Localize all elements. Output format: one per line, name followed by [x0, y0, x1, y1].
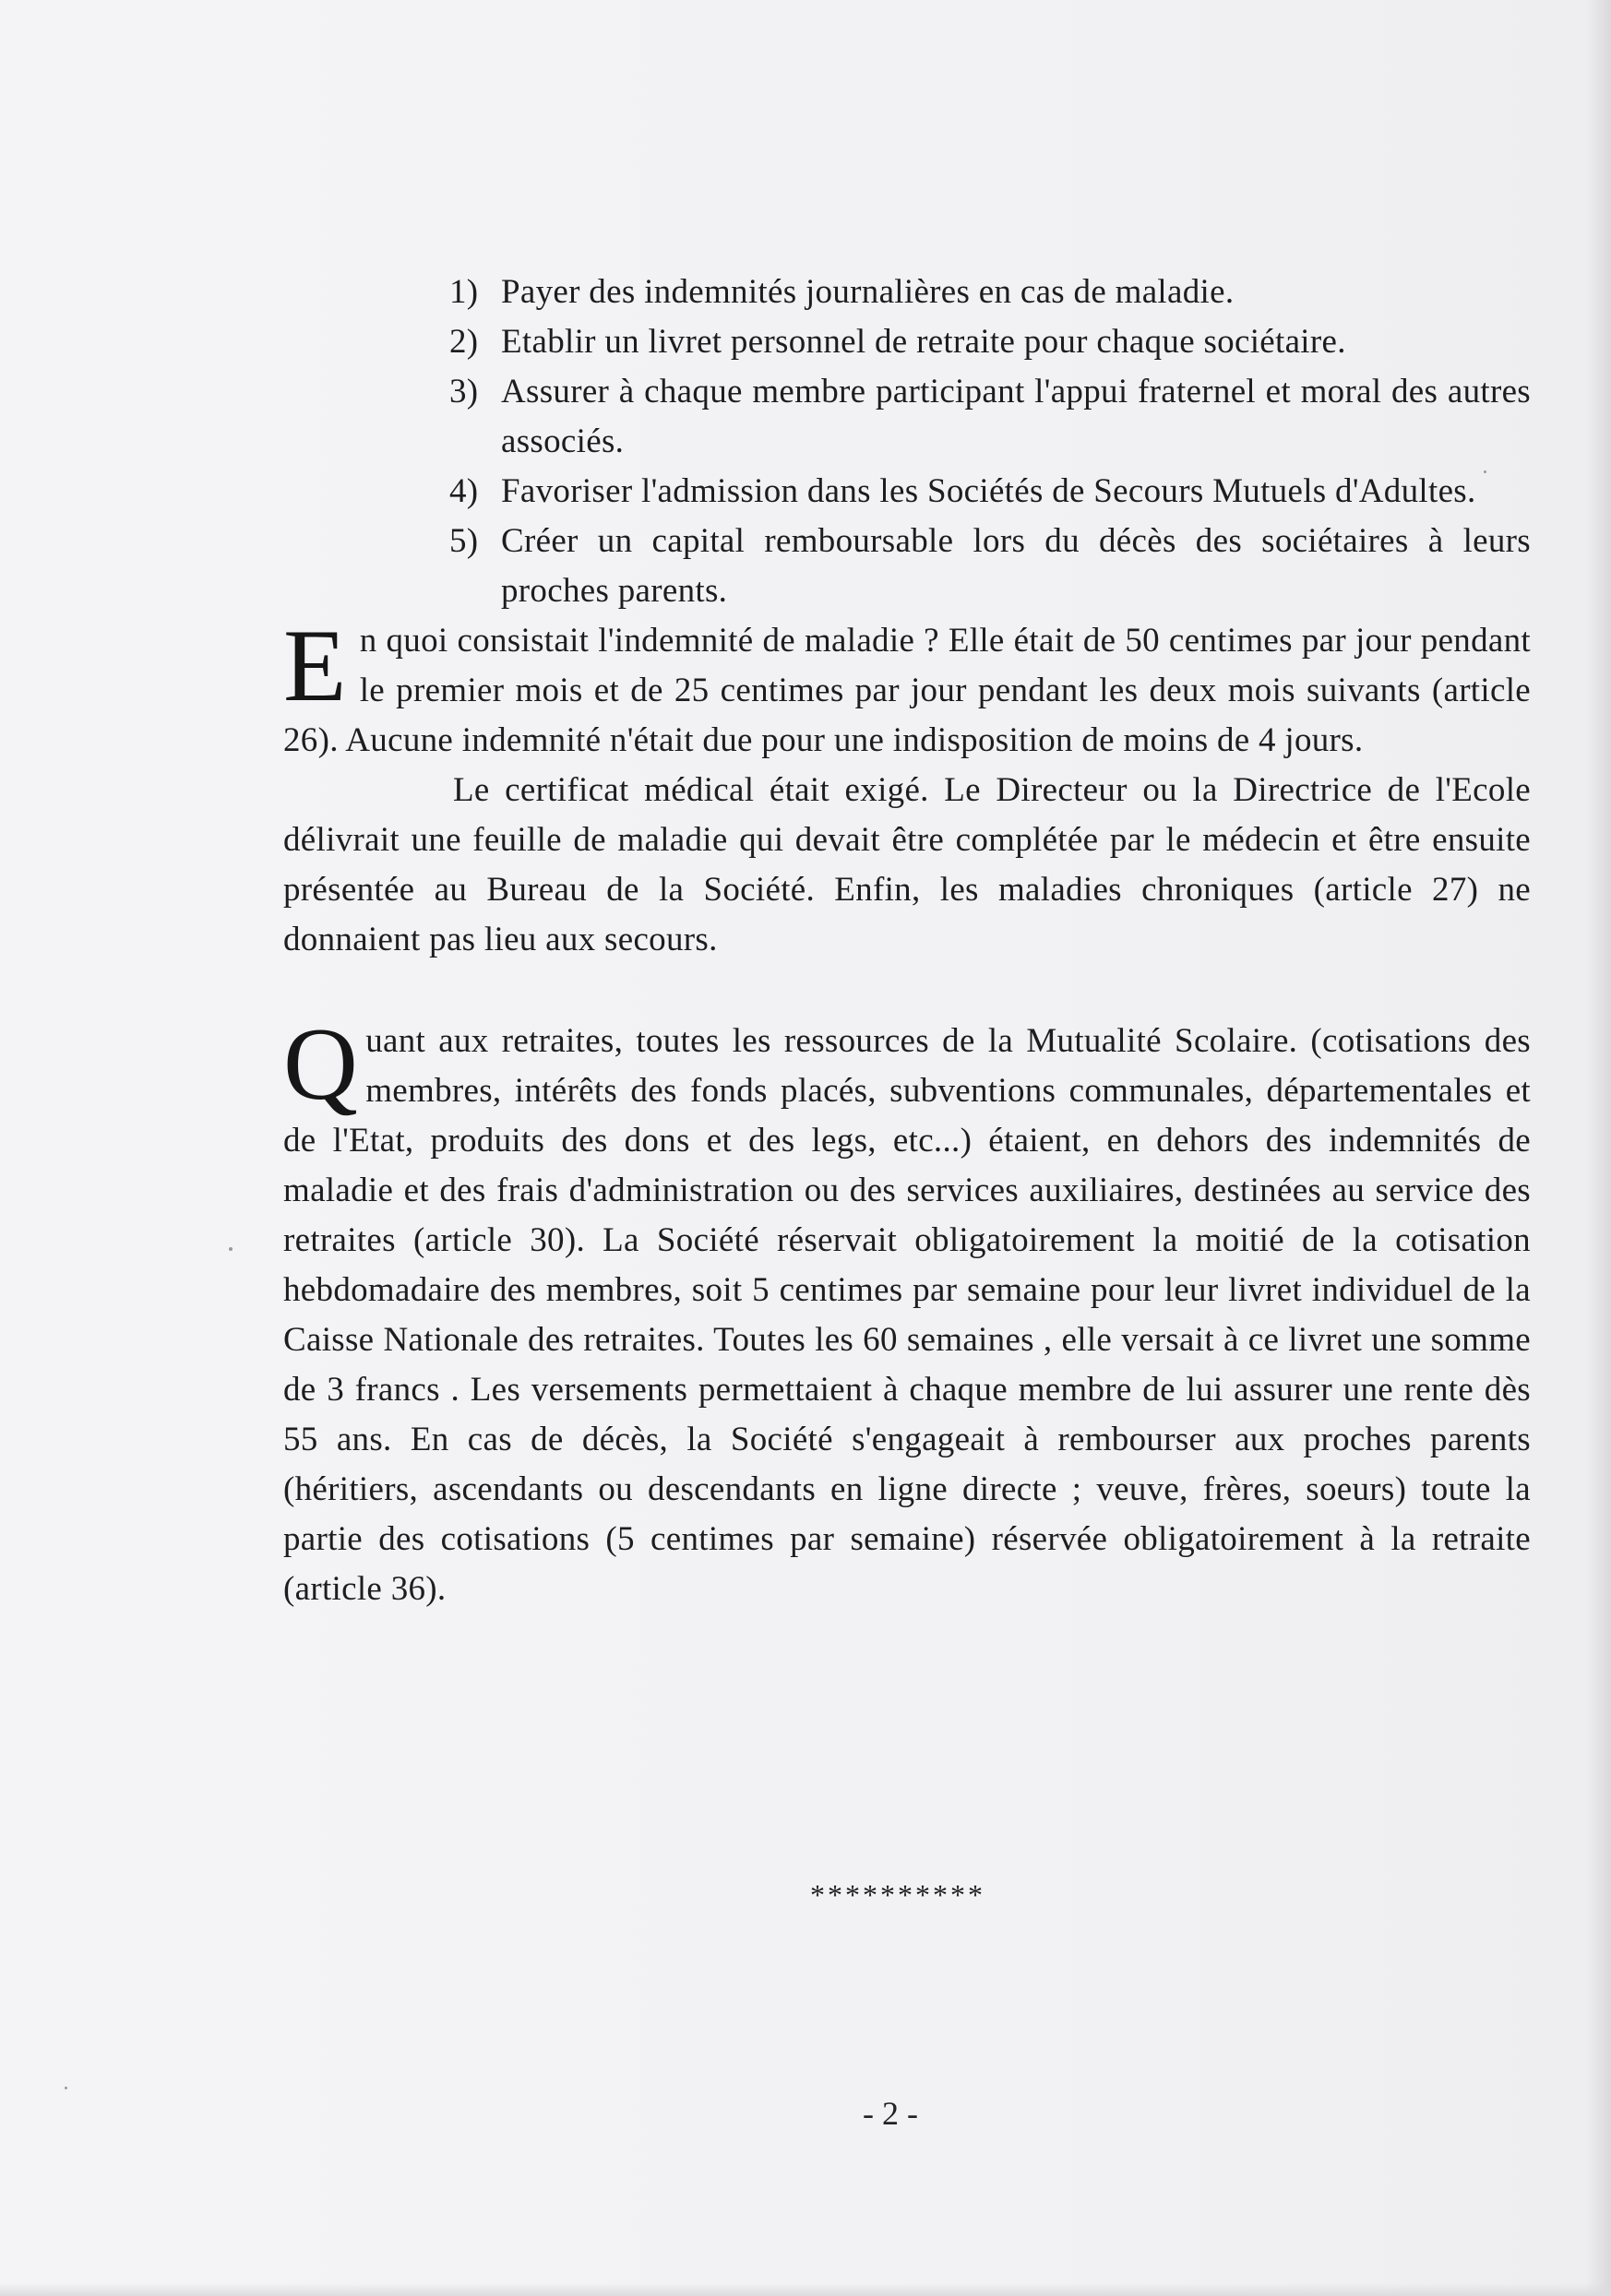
section-separator: **********: [810, 1878, 985, 1911]
list-item: [283, 317, 1531, 367]
list-item: [283, 268, 1531, 317]
objectives-list: [283, 268, 1531, 616]
body-text: [283, 268, 1531, 1614]
list-item: [283, 467, 1531, 517]
list-text: Assurer à chaque membre participant l'appui fraternel et moral des autres associés.: [501, 373, 1531, 460]
paragraph-text: n quoi consistait l'indemnité de maladie ? Elle était de 50 centimes par jour pendant le premier mois et de 25 centimes par jour pendant les deux mois suivants (article 26). Aucune indemnité n'était due pour une indisposition de moins de 4 jours.: [283, 622, 1531, 759]
drop-cap-q: Q: [283, 1007, 359, 1122]
paragraph-gap: [283, 965, 1531, 1017]
list-number: 3): [449, 373, 479, 410]
scan-speck: [229, 1247, 233, 1251]
list-number: 2): [449, 323, 479, 361]
drop-cap-e: E: [283, 609, 347, 723]
list-text: Favoriser l'admission dans les Sociétés de Secours Mutuels d'Adultes.: [501, 472, 1476, 510]
list-number: 5): [449, 522, 479, 560]
paragraph-pensions: [283, 1007, 1531, 1614]
list-item: [283, 517, 1531, 616]
paragraph-sick-pay: [283, 609, 1531, 766]
list-item: [283, 367, 1531, 467]
page-number: - 2 -: [863, 2095, 918, 2132]
list-text: Etablir un livret personnel de retraite pour chaque sociétaire.: [501, 323, 1346, 361]
list-text: Payer des indemnités journalières en cas de maladie.: [501, 273, 1235, 311]
page-bottom-shadow: [0, 2283, 1611, 2296]
paragraph-medical-certificate: Le certificat médical était exigé. Le Directeur ou la Directrice de l'Ecole délivrait une feuille de maladie qui devait être complétée par le médecin et être ensuite présentée au Bureau de la Société. Enfin, les maladies chroniques (article 27) ne donnaient pas lieu aux secours.: [283, 771, 1531, 958]
list-text: Créer un capital remboursable lors du décès des sociétaires à leurs proches parents.: [501, 522, 1531, 610]
list-number: 1): [449, 273, 479, 311]
list-number: 4): [449, 472, 479, 510]
paragraph-text: uant aux retraites, toutes les ressources de la Mutualité Scolaire. (cotisations des membres, intérêts des fonds placés, subventions communales, départementales et de l'Etat, produits des dons et des legs, etc...) étaient, en dehors des indemnités de maladie et des frais d'administration ou des services auxiliaires, destinées au service des retraites (article 30). La Société réservait obligatoirement la moitié de la cotisation hebdomadaire des membres, soit 5 centimes par semaine pour leur livret individuel de la Caisse Nationale des retraites. Toutes les 60 semaines , elle versait à ce livret une somme de 3 francs . Les versements permettaient à chaque membre de lui assurer une rente dès 55 ans. En cas de décès, la Société s'engageait à rembourser aux proches parents (héritiers, ascendants ou descendants en ligne directe ; veuve, frères, soeurs) toute la partie des cotisations (5 centimes par semaine) réservée obligatoirement à la retraite (article 36).: [283, 1022, 1531, 1608]
scan-speck: [65, 2087, 67, 2089]
page-edge-shadow: [1585, 0, 1611, 2296]
